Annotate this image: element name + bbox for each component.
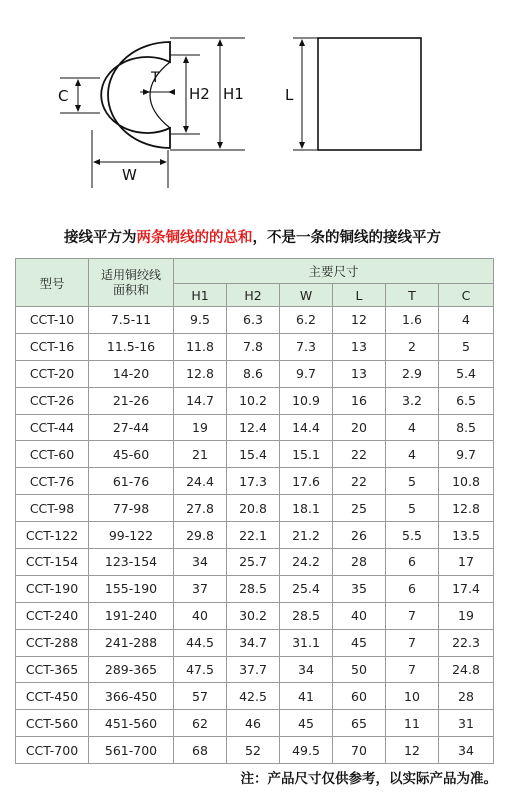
table-cell: 11.5-16 [89,333,174,360]
table-cell: 28.5 [227,575,280,602]
table-cell: 561-700 [89,737,174,764]
table-cell: 24.4 [174,468,227,495]
table-cell: 6.2 [280,307,333,334]
table-cell: 44.5 [174,629,227,656]
table-cell: CCT-154 [16,549,89,576]
header-wire-area-line2: 面积和 [112,282,149,297]
table-row [16,656,494,683]
table-cell: 37 [174,575,227,602]
table-cell: 13 [333,360,386,387]
table-cell: 41 [280,683,333,710]
table-cell: CCT-365 [16,656,89,683]
table-cell: 45 [333,629,386,656]
table-cell: 5 [386,468,439,495]
table-cell: CCT-26 [16,387,89,414]
table-cell: 30.2 [227,602,280,629]
header-main-dims: 主要尺寸 [174,259,494,284]
table-cell: 6 [386,575,439,602]
table-row [16,441,494,468]
table-cell: CCT-122 [16,522,89,549]
table-cell: 17 [439,549,494,576]
table-cell: 60 [333,683,386,710]
table-cell: 1.6 [386,307,439,334]
table-cell: 37.7 [227,656,280,683]
label-t: T [151,70,160,86]
table-cell: 10 [386,683,439,710]
table-cell: CCT-10 [16,307,89,334]
table-cell: CCT-76 [16,468,89,495]
table-cell: 20.8 [227,495,280,522]
table-cell: 13 [333,333,386,360]
table-row [16,495,494,522]
spec-table-body [16,307,494,764]
table-cell: 10.2 [227,387,280,414]
table-cell: 11 [386,710,439,737]
wire-area-note [0,226,505,247]
table-cell: CCT-20 [16,360,89,387]
table-cell: 34 [174,549,227,576]
table-cell: 12 [386,737,439,764]
table-cell: 191-240 [89,602,174,629]
note-prefix: 接线平方为 [64,229,137,246]
header-dim-h2: H2 [227,284,280,307]
table-cell: 7.5-11 [89,307,174,334]
table-cell: 9.7 [439,441,494,468]
table-cell: 13.5 [439,522,494,549]
table-cell: CCT-60 [16,441,89,468]
table-cell: 25.4 [280,575,333,602]
table-row [16,360,494,387]
table-cell: CCT-288 [16,629,89,656]
table-cell: 68 [174,737,227,764]
table-cell: 34 [280,656,333,683]
table-cell: 14.7 [174,387,227,414]
table-cell: 19 [174,414,227,441]
table-cell: CCT-560 [16,710,89,737]
note-suffix: ，不是一条的铜线的接线平方 [252,229,441,246]
table-cell: 24.2 [280,549,333,576]
table-cell: 123-154 [89,549,174,576]
table-cell: 31 [439,710,494,737]
table-cell: 47.5 [174,656,227,683]
spec-table [15,258,494,764]
table-cell: 40 [333,602,386,629]
table-cell: 5.4 [439,360,494,387]
table-cell: 6 [386,549,439,576]
table-cell: 7.3 [280,333,333,360]
table-cell: 22.1 [227,522,280,549]
table-cell: 17.4 [439,575,494,602]
table-cell: 6.3 [227,307,280,334]
table-cell: 40 [174,602,227,629]
table-cell: 12.8 [439,495,494,522]
table-row [16,737,494,764]
c-connector-profile [101,42,170,148]
table-cell: 5.5 [386,522,439,549]
footnote: 注：产品尺寸仅供参考，以实际产品为准。 [240,771,497,787]
table-cell: 22 [333,468,386,495]
table-cell: 24.8 [439,656,494,683]
table-cell: 15.4 [227,441,280,468]
label-h1: H1 [223,85,244,103]
table-cell: 52 [227,737,280,764]
table-cell: 4 [386,414,439,441]
table-cell: CCT-16 [16,333,89,360]
table-cell: 5 [386,495,439,522]
table-cell: 8.5 [439,414,494,441]
table-row [16,683,494,710]
table-cell: 21-26 [89,387,174,414]
table-cell: 15.1 [280,441,333,468]
table-cell: 27-44 [89,414,174,441]
table-cell: CCT-98 [16,495,89,522]
table-cell: 5 [439,333,494,360]
header-wire-area [89,259,174,307]
header-dim-c: C [439,284,494,307]
label-l: L [285,86,294,104]
table-row [16,468,494,495]
table-row [16,333,494,360]
table-cell: 45-60 [89,441,174,468]
table-cell: 289-365 [89,656,174,683]
table-cell: CCT-240 [16,602,89,629]
table-cell: 70 [333,737,386,764]
table-row [16,602,494,629]
table-cell: 4 [439,307,494,334]
table-cell: 11.8 [174,333,227,360]
table-cell: 31.1 [280,629,333,656]
table-cell: 10.9 [280,387,333,414]
table-cell: 12.4 [227,414,280,441]
table-cell: CCT-44 [16,414,89,441]
table-row [16,414,494,441]
table-cell: 7 [386,629,439,656]
table-cell: 50 [333,656,386,683]
header-dim-h1: H1 [174,284,227,307]
table-cell: 155-190 [89,575,174,602]
table-row [16,629,494,656]
table-row [16,387,494,414]
table-cell: 21.2 [280,522,333,549]
table-cell: 45 [280,710,333,737]
table-cell: 42.5 [227,683,280,710]
label-h2: H2 [189,85,210,103]
table-cell: 16 [333,387,386,414]
side-view-rect [318,38,421,150]
table-cell: 22 [333,441,386,468]
table-cell: CCT-700 [16,737,89,764]
table-cell: 57 [174,683,227,710]
dimension-diagram [0,0,505,210]
table-cell: 21 [174,441,227,468]
table-cell: 22.3 [439,629,494,656]
table-cell: 62 [174,710,227,737]
table-cell: 17.3 [227,468,280,495]
table-cell: 26 [333,522,386,549]
table-cell: 25 [333,495,386,522]
table-row [16,307,494,334]
table-cell: 14.4 [280,414,333,441]
table-row [16,522,494,549]
table-cell: 2.9 [386,360,439,387]
table-cell: 18.1 [280,495,333,522]
table-cell: 35 [333,575,386,602]
table-cell: 17.6 [280,468,333,495]
label-c: C [58,87,69,105]
table-cell: 8.6 [227,360,280,387]
header-dim-w: W [280,284,333,307]
table-cell: 28.5 [280,602,333,629]
table-cell: 34 [439,737,494,764]
table-cell: 366-450 [89,683,174,710]
table-cell: 46 [227,710,280,737]
table-row [16,549,494,576]
header-dim-t: T [386,284,439,307]
table-cell: 19 [439,602,494,629]
table-cell: 77-98 [89,495,174,522]
table-cell: 28 [333,549,386,576]
label-w: W [122,166,137,184]
table-cell: 7.8 [227,333,280,360]
header-dim-l: L [333,284,386,307]
table-cell: 10.8 [439,468,494,495]
table-cell: 4 [386,441,439,468]
table-cell: CCT-450 [16,683,89,710]
table-cell: 6.5 [439,387,494,414]
table-cell: 2 [386,333,439,360]
table-cell: 49.5 [280,737,333,764]
table-cell: 12.8 [174,360,227,387]
table-cell: 28 [439,683,494,710]
table-cell: 99-122 [89,522,174,549]
table-cell: 14-20 [89,360,174,387]
table-cell: 34.7 [227,629,280,656]
table-cell: 451-560 [89,710,174,737]
table-row [16,710,494,737]
table-cell: 7 [386,602,439,629]
table-cell: 25.7 [227,549,280,576]
table-cell: 61-76 [89,468,174,495]
table-cell: 7 [386,656,439,683]
table-cell: 3.2 [386,387,439,414]
table-cell: 9.7 [280,360,333,387]
table-cell: 27.8 [174,495,227,522]
table-cell: 241-288 [89,629,174,656]
header-model: 型号 [16,259,89,307]
table-cell: CCT-190 [16,575,89,602]
table-cell: 12 [333,307,386,334]
header-wire-area-line1: 适用铜绞线 [100,267,161,282]
table-cell: 20 [333,414,386,441]
table-cell: 65 [333,710,386,737]
note-highlight: 两条铜线的的总和 [136,229,253,246]
table-cell: 29.8 [174,522,227,549]
table-row [16,575,494,602]
table-cell: 9.5 [174,307,227,334]
